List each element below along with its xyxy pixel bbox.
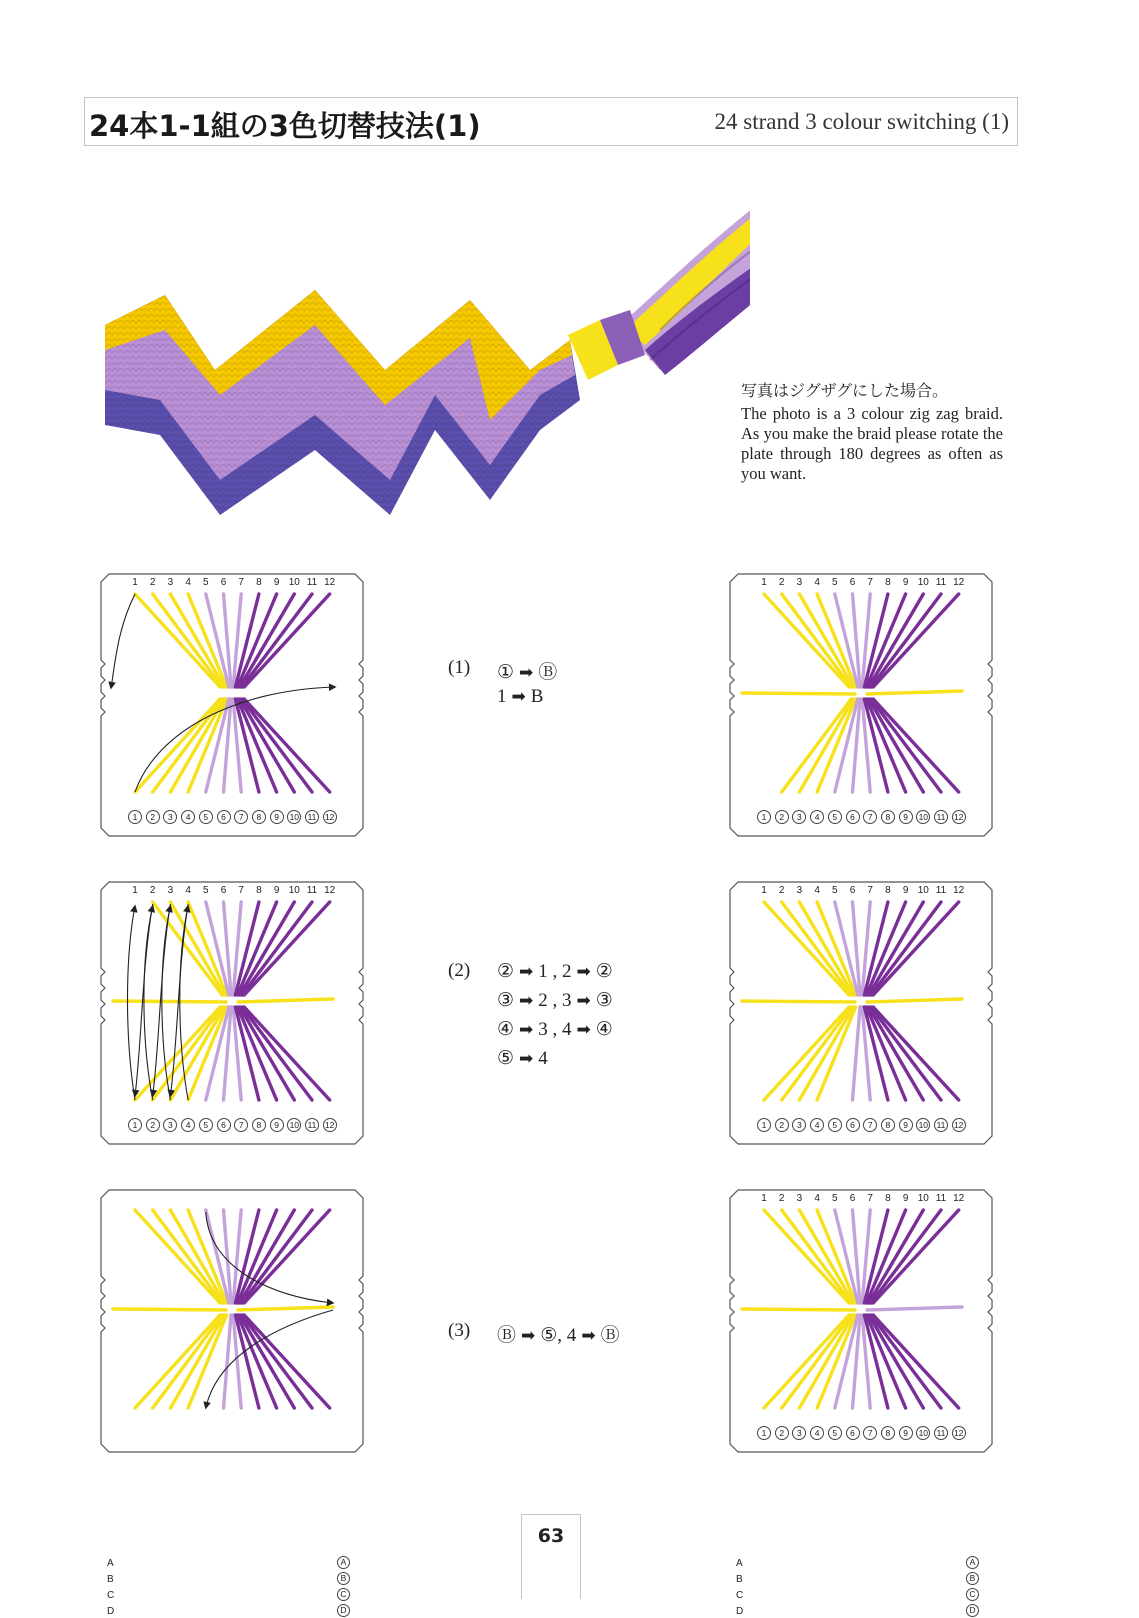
plate-top-label: 2 (149, 577, 156, 588)
plate-bottom-labels (726, 1118, 996, 1136)
step-label: (3) (448, 1320, 471, 1341)
strand-horizontal-left (742, 1309, 855, 1310)
plate-diagram-step1-before (97, 570, 367, 840)
plate-top-label: 4 (185, 577, 191, 588)
step-label: (2) (448, 960, 471, 981)
instruction-token: 1 (497, 686, 507, 707)
plate-right-label: D (337, 1604, 350, 1617)
plate-left-label: B (107, 1574, 114, 1585)
braid-photo (100, 170, 750, 530)
plate-top-label: 8 (885, 577, 891, 588)
plate-diagram-step1-after (726, 570, 996, 840)
plate-bottom-label: 2 (146, 810, 160, 824)
plate-top-labels (726, 576, 996, 590)
plate-bottom-label: 1 (128, 1118, 142, 1132)
plate-bottom-label: 2 (146, 1118, 160, 1132)
plate-top-label: 10 (917, 1193, 929, 1204)
plate-bottom-label: 2 (775, 1118, 789, 1132)
plate-top-label: 6 (849, 885, 856, 896)
plate-top-label: 1 (132, 577, 138, 588)
plate-top-label: 11 (935, 885, 947, 896)
plate-top-label: 9 (273, 885, 280, 896)
plate-bottom-label: 11 (305, 810, 319, 824)
plate-bottom-label: 4 (181, 1118, 195, 1132)
plate-top-label: 3 (167, 885, 174, 896)
plate-top-label: 6 (220, 577, 227, 588)
plate-bottom-label: 6 (846, 1118, 860, 1132)
plate-top-label: 5 (203, 885, 209, 896)
plate-frame (726, 1186, 996, 1456)
plate-bottom-label: 11 (934, 1118, 948, 1132)
plate-bottom-label: 6 (217, 1118, 231, 1132)
plate-frame (97, 878, 367, 1148)
instruction-token: ⑤ (497, 1048, 515, 1069)
plate-top-label: 7 (238, 577, 244, 588)
instruction-token: ④ (595, 1019, 613, 1040)
plate-bottom-label: 4 (181, 810, 195, 824)
instruction-token: 1 , 2 (538, 961, 572, 982)
plate-bottom-label: 1 (757, 810, 771, 824)
step-2-instructions (448, 960, 668, 1080)
plate-bottom-label: 12 (952, 1118, 966, 1132)
plate-right-label: B (966, 1572, 979, 1585)
instruction-line (494, 686, 546, 708)
strand-horizontal-left (113, 1309, 226, 1310)
right-arrow-icon: ➡ (519, 1049, 534, 1069)
plate-diagram-step2-before (97, 878, 367, 1148)
plate-bottom-label: 1 (128, 810, 142, 824)
plate-top-label: 4 (814, 577, 820, 588)
plate-top-label: 7 (867, 885, 873, 896)
plate-top-labels (97, 576, 367, 590)
page-number: 63 (521, 1514, 581, 1599)
instruction-token: ② (497, 961, 515, 982)
plate-bottom-label: 12 (323, 810, 337, 824)
plate-left-label: C (736, 1590, 744, 1601)
plate-top-label: 7 (867, 577, 873, 588)
plate-bottom-labels (97, 810, 367, 828)
plate-bottom-label: 11 (934, 810, 948, 824)
instruction-token: 3 , 4 (538, 1019, 572, 1040)
plate-bottom-label: 7 (863, 1118, 877, 1132)
instruction-token: B (530, 686, 544, 707)
plate-top-label: 2 (149, 885, 156, 896)
plate-top-label: 6 (849, 1193, 856, 1204)
plate-left-label: B (736, 1574, 743, 1585)
strand-horizontal-left (742, 1001, 855, 1002)
instruction-token: Ⓑ (600, 1325, 620, 1346)
plate-bottom-label: 3 (792, 810, 806, 824)
page-title-jp: 24本1-1組の3色切替技法(1) (89, 109, 481, 143)
plate-right-label: B (337, 1572, 350, 1585)
plate-top-label: 12 (953, 1193, 965, 1204)
plate-top-label: 5 (203, 577, 209, 588)
plate-top-label: 1 (761, 577, 767, 588)
plate-top-label: 8 (256, 885, 262, 896)
right-arrow-icon: ➡ (511, 687, 526, 707)
right-arrow-icon: ➡ (576, 962, 591, 982)
plate-bottom-label: 11 (305, 1118, 319, 1132)
plate-top-labels (726, 884, 996, 898)
plate-left-label: A (736, 1558, 743, 1569)
plate-bottom-label: 5 (199, 810, 213, 824)
plate-bottom-label: 4 (810, 1426, 824, 1440)
right-arrow-icon: ➡ (519, 962, 534, 982)
instruction-token: ⑤, 4 (540, 1325, 577, 1346)
plate-bottom-label: 7 (234, 1118, 248, 1132)
plate-left-label: C (107, 1590, 115, 1601)
plate-top-label: 11 (935, 577, 947, 588)
instruction-token: Ⓑ (538, 662, 558, 683)
page-title-en: 24 strand 3 colour switching (1) (714, 109, 1009, 134)
plate-top-label: 10 (917, 885, 929, 896)
plate-bottom-label: 8 (252, 1118, 266, 1132)
plate-top-label: 11 (935, 1193, 947, 1204)
step-label: (1) (448, 657, 471, 678)
plate-top-label: 3 (167, 577, 174, 588)
plate-bottom-label: 3 (792, 1426, 806, 1440)
plate-bottom-label: 11 (934, 1426, 948, 1440)
plate-diagram-step3-after (726, 1186, 996, 1617)
instruction-line (494, 1018, 616, 1041)
right-arrow-icon: ➡ (521, 1326, 536, 1346)
step-3-instructions (448, 1320, 668, 1350)
plate-bottom-labels (726, 1426, 996, 1444)
plate-bottom-label: 8 (881, 1118, 895, 1132)
plate-bottom-label: 5 (828, 1118, 842, 1132)
plate-left-label: D (107, 1606, 115, 1617)
instruction-token: Ⓑ (497, 1325, 517, 1346)
plate-top-label: 4 (814, 1193, 820, 1204)
caption-jp: 写真はジグザグにした場合。 (741, 381, 949, 400)
plate-bottom-label: 10 (287, 810, 301, 824)
plate-top-label: 3 (796, 1193, 803, 1204)
plate-top-label: 12 (324, 577, 336, 588)
plate-top-label: 5 (832, 885, 838, 896)
photo-caption (741, 378, 1003, 484)
plate-bottom-label: 1 (757, 1426, 771, 1440)
plate-bottom-labels (726, 810, 996, 828)
plate-top-label: 1 (761, 885, 767, 896)
plate-top-label: 6 (849, 577, 856, 588)
plate-bottom-label: 7 (863, 810, 877, 824)
step-1-instructions (448, 657, 668, 717)
plate-bottom-label: 8 (881, 810, 895, 824)
plate-top-label: 6 (220, 885, 227, 896)
strand-horizontal-left (113, 1001, 226, 1002)
plate-bottom-label: 5 (828, 810, 842, 824)
plate-left-label: D (736, 1606, 744, 1617)
plate-bottom-label: 7 (863, 1426, 877, 1440)
instruction-token: ② (595, 961, 613, 982)
plate-top-label: 7 (867, 1193, 873, 1204)
plate-bottom-label: 9 (899, 1118, 913, 1132)
plate-frame (97, 570, 367, 840)
right-arrow-icon: ➡ (519, 991, 534, 1011)
plate-bottom-label: 12 (952, 1426, 966, 1440)
plate-bottom-label: 10 (287, 1118, 301, 1132)
right-arrow-icon: ➡ (581, 1326, 596, 1346)
plate-bottom-label: 2 (775, 810, 789, 824)
instruction-line (494, 960, 616, 983)
plate-bottom-label: 9 (270, 810, 284, 824)
right-arrow-icon: ➡ (576, 991, 591, 1011)
plate-top-label: 5 (832, 577, 838, 588)
plate-top-label: 5 (832, 1193, 838, 1204)
plate-bottom-label: 1 (757, 1118, 771, 1132)
plate-bottom-label: 4 (810, 810, 824, 824)
plate-bottom-label: 8 (252, 810, 266, 824)
plate-bottom-label: 4 (810, 1118, 824, 1132)
plate-top-label: 3 (796, 885, 803, 896)
plate-bottom-labels (97, 1118, 367, 1136)
plate-right-label: C (966, 1588, 979, 1601)
plate-top-label: 1 (132, 885, 138, 896)
instruction-token: 2 , 3 (538, 990, 572, 1011)
right-arrow-icon: ➡ (519, 1020, 534, 1040)
instruction-token: ③ (595, 990, 613, 1011)
instruction-line (494, 989, 616, 1012)
plate-bottom-label: 5 (199, 1118, 213, 1132)
right-arrow-icon: ➡ (519, 663, 534, 683)
plate-top-label: 2 (778, 885, 785, 896)
plate-bottom-label: 3 (792, 1118, 806, 1132)
plate-bottom-label: 6 (846, 810, 860, 824)
instruction-token: 4 (538, 1048, 548, 1069)
plate-top-label: 10 (917, 577, 929, 588)
plate-bottom-label: 10 (916, 1426, 930, 1440)
strand-horizontal-left (742, 693, 855, 694)
plate-top-label: 4 (185, 885, 191, 896)
plate-top-labels (97, 884, 367, 898)
plate-bottom-label: 12 (323, 1118, 337, 1132)
plate-top-label: 9 (902, 885, 909, 896)
plate-bottom-label: 3 (163, 1118, 177, 1132)
plate-top-label: 12 (953, 885, 965, 896)
plate-top-label: 10 (288, 577, 300, 588)
plate-bottom-label: 10 (916, 1118, 930, 1132)
plate-right-label: D (966, 1604, 979, 1617)
plate-top-label: 10 (288, 885, 300, 896)
plate-bottom-label: 6 (217, 810, 231, 824)
plate-left-label: A (107, 1558, 114, 1569)
plate-top-label: 4 (814, 885, 820, 896)
plate-bottom-label: 6 (846, 1426, 860, 1440)
right-arrow-icon: ➡ (576, 1020, 591, 1040)
plate-top-label: 9 (273, 577, 280, 588)
plate-frame (97, 1186, 367, 1456)
plate-top-label: 3 (796, 577, 803, 588)
plate-top-label: 8 (885, 885, 891, 896)
plate-top-label: 8 (885, 1193, 891, 1204)
plate-bottom-label: 2 (775, 1426, 789, 1440)
plate-diagram-step3-before (97, 1186, 367, 1617)
plate-diagram-step2-after (726, 878, 996, 1148)
caption-en: The photo is a 3 colour zig zag braid. As you make the braid please rotate the plate through 180 degrees as often as you want. (741, 404, 1003, 483)
plate-right-label: C (337, 1588, 350, 1601)
plate-right-label: A (337, 1556, 350, 1569)
plate-top-label: 11 (306, 885, 318, 896)
instruction-token: ④ (497, 1019, 515, 1040)
plate-bottom-label: 9 (899, 1426, 913, 1440)
page-header (84, 97, 1018, 146)
instruction-line (494, 657, 560, 684)
plate-right-label: A (966, 1556, 979, 1569)
plate-frame (726, 878, 996, 1148)
plate-top-label: 2 (778, 1193, 785, 1204)
plate-bottom-label: 9 (270, 1118, 284, 1132)
plate-bottom-label: 5 (828, 1426, 842, 1440)
plate-top-label: 8 (256, 577, 262, 588)
plate-bottom-label: 12 (952, 810, 966, 824)
plate-top-labels (726, 1192, 996, 1206)
instruction-token: ① (497, 662, 515, 683)
plate-top-label: 9 (902, 577, 909, 588)
plate-top-label: 12 (953, 577, 965, 588)
instruction-token: ③ (497, 990, 515, 1011)
plate-bottom-label: 3 (163, 810, 177, 824)
instruction-line (494, 1047, 551, 1070)
plate-bottom-label: 10 (916, 810, 930, 824)
plate-top-label: 9 (902, 1193, 909, 1204)
plate-frame (726, 570, 996, 840)
plate-top-label: 7 (238, 885, 244, 896)
plate-top-label: 1 (761, 1193, 767, 1204)
plate-top-label: 2 (778, 577, 785, 588)
plate-top-label: 12 (324, 885, 336, 896)
plate-top-label: 11 (306, 577, 318, 588)
plate-bottom-label: 7 (234, 810, 248, 824)
plate-bottom-label: 8 (881, 1426, 895, 1440)
instruction-line (494, 1320, 623, 1347)
plate-bottom-label: 9 (899, 810, 913, 824)
